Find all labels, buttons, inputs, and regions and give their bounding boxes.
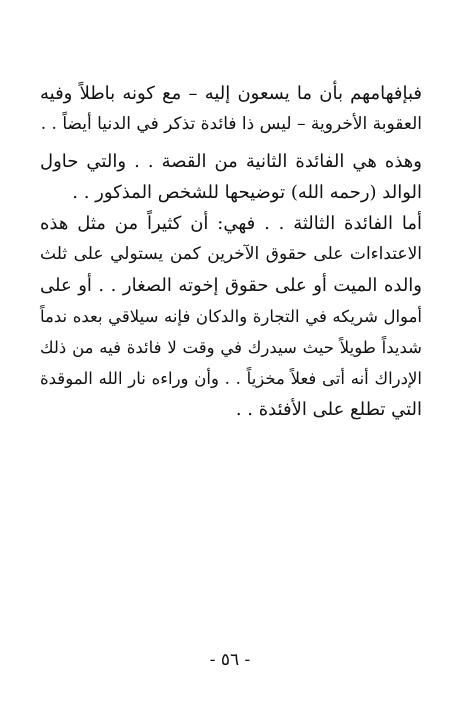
paragraph-2 bbox=[40, 146, 422, 208]
text-line: الإدراك أنه أتى فعلاً مخزياً . . وأن وراءه نار الله الموقدة bbox=[40, 369, 422, 388]
text-line: شديداً طويلاً حيث سيدرك في وقت لا فائدة فيه من ذلك bbox=[40, 338, 422, 357]
text-line: والده الميت أو على حقوق إخوته الصغار . . أو على bbox=[40, 275, 422, 296]
text-line: التي تطلع على الأفئدة . . bbox=[235, 399, 422, 420]
text-line: فبإفهامهم بأن ما يسعون إليه – مع كونه باطلاً وفيه bbox=[40, 83, 422, 104]
text-line: أما الفائدة الثالثة . . فهي: أن كثيراً من مثل هذه bbox=[40, 213, 422, 234]
paragraph-3 bbox=[40, 208, 422, 425]
text-line: الاعتداءات على حقوق الآخرين كمن يستولي على ثلث bbox=[40, 244, 422, 264]
paragraph-1 bbox=[40, 78, 422, 140]
text-line: أموال شريكه في التجارة والدكان فإنه سيلاقي بعده ندماً bbox=[40, 307, 422, 326]
text-line: وهذه هي الفائدة الثانية من القصة . . والتي حاول bbox=[40, 151, 422, 172]
text-line: الوالد (رحمه الله) توضيحها للشخص المذكور . . bbox=[72, 182, 422, 203]
text-line: العقوبة الأخروية – ليس ذا فائدة تذكر في الدنيا أيضاً . . bbox=[40, 114, 422, 134]
page-number: - ٥٦ - bbox=[209, 650, 251, 670]
